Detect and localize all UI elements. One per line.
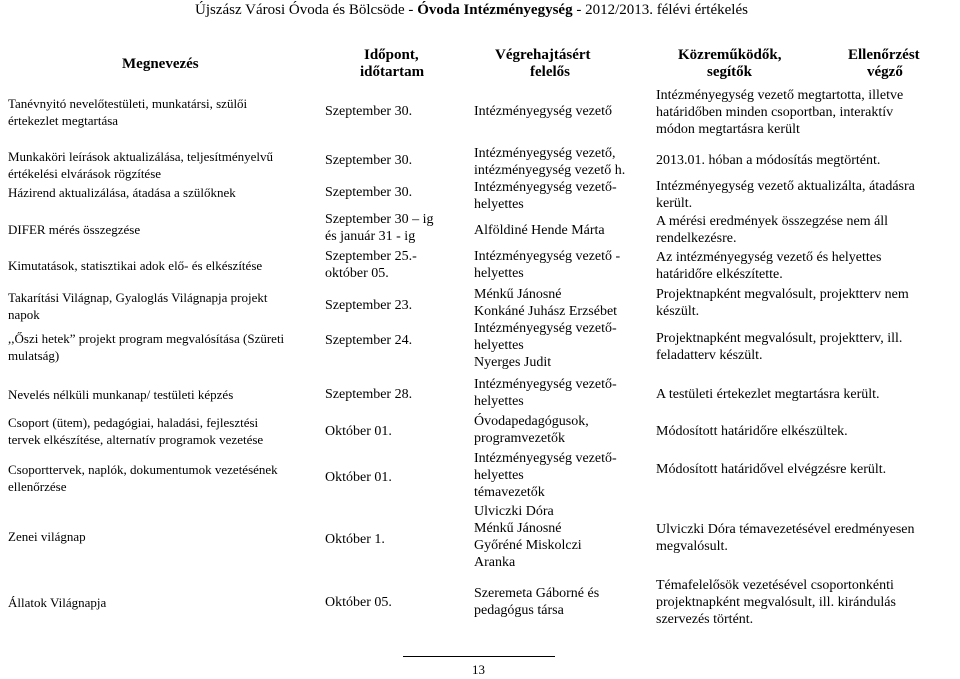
header-responsible-line-1: Végrehajtásért	[495, 47, 591, 63]
completion-note-line: Intézményegység vezető aktualizálta, átadásra	[656, 179, 915, 194]
time-period-line: Szeptember 30.	[325, 153, 413, 168]
activity-name-line: Kimutatások, statisztikai adok elő- és elkészítése	[8, 258, 263, 273]
time-period-line: október 05.	[325, 266, 389, 281]
completion-note-line: határidőben minden csoportban, interaktív	[656, 105, 894, 120]
responsible-line: Győréné Miskolczi	[474, 538, 582, 553]
responsible-line: Ménkű Jánosné	[474, 287, 562, 302]
activity-name-line: ,,Őszi hetek” projekt program megvalósítása (Szüreti	[8, 331, 285, 346]
responsible-line: helyettes	[474, 338, 524, 353]
activity-name-line: ellenőrzése	[8, 479, 67, 494]
completion-note-line: rendelkezésre.	[656, 231, 737, 246]
responsible-line: Óvodapedagógusok,	[474, 414, 589, 429]
completion-note-line: Módosított határidővel elvégzésre került.	[656, 462, 887, 477]
completion-note-line: 2013.01. hóban a módosítás megtörtént.	[656, 153, 881, 168]
responsible-line: Alföldiné Hende Márta	[474, 223, 605, 238]
completion-note-line: A mérési eredmények összegzése nem áll	[656, 214, 889, 229]
activity-name-line: Csoport (ütem), pedagógiai, haladási, fejlesztési	[8, 415, 259, 430]
page-title	[195, 2, 748, 19]
time-period-line: Szeptember 24.	[325, 333, 413, 348]
time-period-line: Szeptember 25.-	[325, 249, 417, 264]
activity-name-line: Zenei világnap	[8, 529, 86, 544]
activity-name-line: Állatok Világnapja	[8, 595, 107, 610]
responsible-line: Nyerges Judit	[474, 355, 552, 370]
footer-rule	[403, 656, 555, 657]
completion-note-line: feladatterv készült.	[656, 348, 763, 363]
activity-name-line: DIFER mérés összegzése	[8, 222, 141, 237]
time-period-line: Szeptember 30.	[325, 104, 413, 119]
page-title-suffix: - 2012/2013. félévi értékelés	[572, 2, 748, 18]
header-responsible-line-2: felelős	[530, 64, 570, 80]
header-contributors-line-1: Közreműködők,	[678, 47, 782, 63]
header-checker-line-1: Ellenőrzést	[848, 47, 920, 63]
time-period-line: Október 01.	[325, 424, 392, 439]
completion-note-line: Projektnapként megvalósult, projektterv nem	[656, 287, 909, 302]
header-time-line-2: időtartam	[360, 64, 425, 80]
responsible-line: Intézményegység vezető,	[474, 146, 616, 161]
completion-note-line: módon megtartásra került	[656, 122, 800, 137]
header-name: Megnevezés	[122, 56, 199, 72]
completion-note-line: Projektnapként megvalósult, projektterv, ill.	[656, 331, 903, 346]
activity-name-line: Tanévnyitó nevelőtestületi, munkatársi, szülői	[8, 96, 248, 111]
responsible-line: Intézményegység vezető-	[474, 377, 617, 392]
completion-note-line: szervezés történt.	[656, 612, 754, 627]
completion-note-line: Az intézményegység vezető és helyettes	[656, 250, 882, 265]
activity-name-line: Munkaköri leírások aktualizálása, teljesítményelvű	[8, 149, 273, 164]
responsible-line: Ménkű Jánosné	[474, 521, 562, 536]
responsible-line: Intézményegység vezető	[474, 104, 612, 119]
responsible-line: intézményegység vezető h.	[474, 163, 626, 178]
responsible-line: programvezetők	[474, 431, 565, 446]
completion-note-line: megvalósult.	[656, 539, 728, 554]
completion-note-line: Ulviczki Dóra témavezetésével eredményesen	[656, 522, 915, 537]
page-number: 13	[472, 662, 485, 677]
time-period-line: Október 05.	[325, 595, 392, 610]
completion-note-line: Intézményegység vezető megtartotta, illetve	[656, 88, 904, 103]
responsible-line: Szeremeta Gáborné és	[474, 586, 600, 601]
responsible-line: Intézményegység vezető -	[474, 249, 621, 264]
header-checker-line-2: végző	[867, 64, 903, 80]
activity-name-line: értékelési elvárások rögzítése	[8, 166, 162, 181]
responsible-line: helyettes	[474, 394, 524, 409]
time-period-line: Október 01.	[325, 470, 392, 485]
responsible-line: helyettes	[474, 266, 524, 281]
activity-name-line: mulatság)	[8, 348, 60, 363]
completion-note-line: projektnapként megvalósult, ill. kirándulás	[656, 595, 896, 610]
completion-note-line: A testületi értekezlet megtartásra került.	[656, 387, 880, 402]
time-period-line: Szeptember 28.	[325, 387, 413, 402]
activity-name-line: értekezlet megtartása	[8, 113, 119, 128]
responsible-line: helyettes	[474, 468, 524, 483]
time-period-line: Szeptember 30.	[325, 185, 413, 200]
responsible-line: helyettes	[474, 197, 524, 212]
responsible-line: témavezetők	[474, 485, 545, 500]
header-time-line-1: Időpont,	[364, 47, 419, 63]
time-period-line: Szeptember 23.	[325, 298, 413, 313]
activity-name-line: Házirend aktualizálása, átadása a szülőknek	[8, 185, 236, 200]
completion-note-line: került.	[656, 196, 693, 211]
completion-note-line: készült.	[656, 304, 700, 319]
responsible-line: Intézményegység vezető-	[474, 180, 617, 195]
activity-name-line: Csoporttervek, naplók, dokumentumok vezetésének	[8, 462, 278, 477]
activity-name-line: tervek elkészítése, alternatív programok vezetése	[8, 432, 264, 447]
page-title-prefix: Újszász Városi Óvoda és Bölcsöde -	[195, 2, 418, 18]
responsible-line: Ulviczki Dóra	[474, 504, 554, 519]
completion-note-line: Módosított határidőre elkészültek.	[656, 424, 848, 439]
header-contributors-line-2: segítők	[707, 64, 752, 80]
completion-note-line: Témafelelősök vezetésével csoportonkénti	[656, 578, 894, 593]
responsible-line: Konkáné Juhász Erzsébet	[474, 304, 618, 319]
page-title-unit: Óvoda Intézményegység	[417, 2, 573, 18]
responsible-line: Aranka	[474, 555, 516, 570]
activity-name-line: Takarítási Világnap, Gyaloglás Világnapja projekt	[8, 290, 268, 305]
completion-note-line: határidőre elkészítette.	[656, 267, 783, 282]
time-period-line: Szeptember 30 – ig	[325, 212, 434, 227]
responsible-line: Intézményegység vezető-	[474, 321, 617, 336]
activity-name-line: Nevelés nélküli munkanap/ testületi képzés	[8, 387, 234, 402]
time-period-line: Október 1.	[325, 532, 385, 547]
time-period-line: és január 31 - ig	[325, 229, 416, 244]
responsible-line: pedagógus társa	[474, 603, 564, 618]
responsible-line: Intézményegység vezető-	[474, 451, 617, 466]
activity-name-line: napok	[8, 307, 40, 322]
